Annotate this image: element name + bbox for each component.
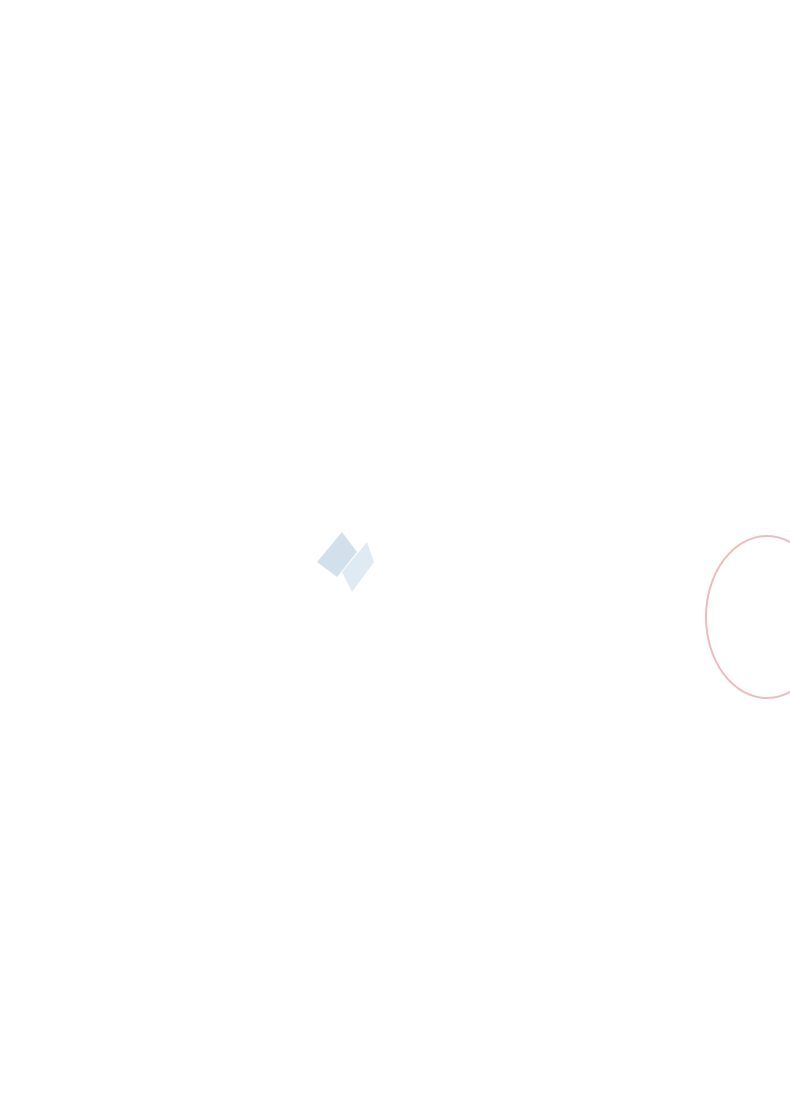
site-watermark	[772, 1082, 780, 1086]
xunjiawuyou-watermark-logo	[312, 522, 492, 602]
